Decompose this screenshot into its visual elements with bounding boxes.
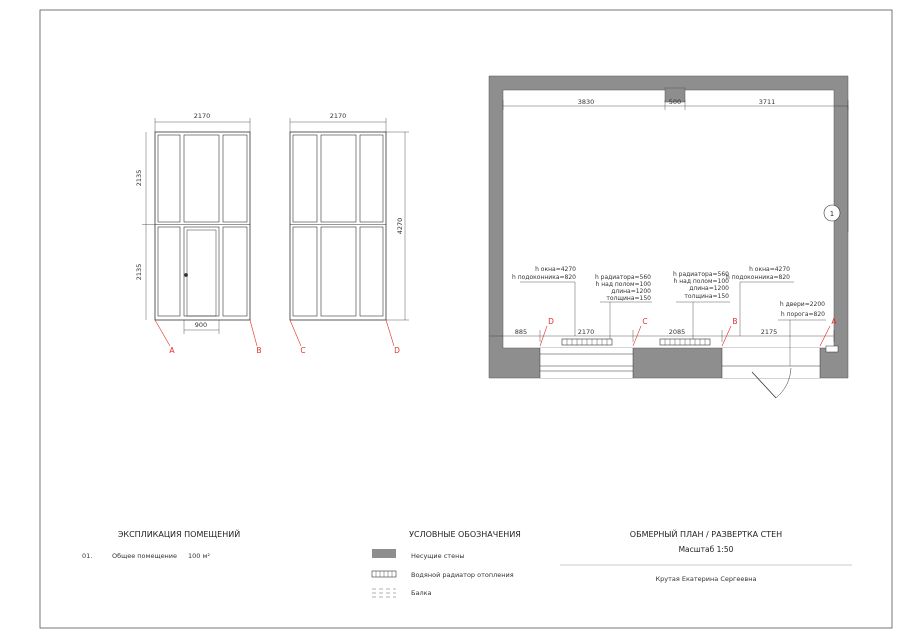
marker-b-label: B: [256, 346, 262, 355]
elevation-ab-door-leaf: [187, 230, 216, 316]
ann-door-line1: h двери=2200: [779, 301, 825, 308]
marker-leader: [155, 320, 170, 346]
ann-radiator1-line4: толщина=150: [606, 295, 651, 302]
plan-dim-bottom-4: 2175: [760, 328, 778, 336]
elevation-cd-panel: [293, 135, 317, 222]
elevation-ab-panel: [184, 135, 219, 222]
legend-item-radiator: Водяной радиатор отопления: [411, 571, 514, 579]
marker-a-label: A: [169, 346, 175, 355]
marker-leader: [250, 320, 257, 346]
elevation-ab-outline: [155, 132, 250, 320]
explication-row-name: Общее помещение: [112, 552, 178, 560]
elevation-cd-panel: [360, 135, 383, 222]
window-opening: [540, 348, 633, 378]
legend-item-beam: Балка: [411, 589, 432, 597]
marker-d-label: D: [394, 346, 400, 355]
elevation-ab-panel: [158, 135, 180, 222]
plan-marker-a: A: [831, 317, 837, 326]
elevation-cd-outline: [290, 132, 386, 320]
marker-leader: [290, 320, 301, 346]
plan-dim-bottom-1: 885: [514, 328, 528, 336]
plan-dim-top-1: 3830: [577, 98, 595, 106]
sheet-scale: Масштаб 1:50: [678, 545, 734, 554]
marker-c-label: C: [300, 346, 306, 355]
meter-box: [826, 346, 838, 352]
elevation-cd-panel: [321, 135, 356, 222]
elevation-cd-panel: [360, 227, 383, 316]
legend-item-walls: Несущие стены: [411, 552, 465, 560]
marker-leader: [386, 320, 394, 346]
ann-window2-line1: h окна=4270: [749, 266, 790, 273]
ann-window1-line2: h подоконника=820: [512, 274, 576, 281]
ann-window1-line1: h окна=4270: [535, 266, 576, 273]
dim-height-upper: 2135: [135, 169, 143, 187]
elevation-ab-door: [184, 227, 219, 316]
elevation-cd: [290, 118, 409, 346]
elevation-ab-panel: [223, 227, 247, 316]
sheet-title: ОБМЕРНЫЙ ПЛАН / РАЗВЕРТКА СТЕН: [629, 530, 783, 539]
dim-width-left: 2170: [193, 112, 211, 120]
explication-row-num: 01.: [82, 552, 93, 560]
axis-number: 1: [829, 210, 835, 218]
explication-title: ЭКСПЛИКАЦИЯ ПОМЕЩЕНИЙ: [117, 530, 241, 539]
ann-radiator2-line4: толщина=150: [684, 293, 729, 300]
plan-dim-bottom-3: 2085: [668, 328, 686, 336]
sheet-author: Крутая Екатерина Сергеевна: [655, 575, 757, 583]
elevation-cd-panel: [321, 227, 356, 316]
elevation-ab-panel: [223, 135, 247, 222]
ann-radiator1-line1: h радиатора=560: [594, 274, 651, 281]
plan-marker-c: C: [642, 317, 648, 326]
door-handle: [185, 274, 188, 277]
plan-dim-top-2: 500: [668, 98, 682, 106]
plan-marker-b: B: [732, 317, 738, 326]
legend-title: УСЛОВНЫЕ ОБОЗНАЧЕНИЯ: [409, 530, 521, 539]
ann-radiator2-line2: h над полом=100: [673, 278, 729, 285]
ann-radiator2-line1: h радиатора=560: [672, 271, 729, 278]
floor-plan: [489, 76, 848, 398]
elevation-ab: [142, 118, 257, 346]
legend-wall-swatch: [372, 549, 396, 558]
ann-radiator1-line2: h над полом=100: [595, 281, 651, 288]
ann-window2-line2: h подоконника=820: [726, 274, 790, 281]
dim-width-right: 2170: [329, 112, 347, 120]
plan-marker-d: D: [548, 317, 554, 326]
plan-dim-bottom-2: 2170: [577, 328, 595, 336]
ann-radiator2-line3: длина=1200: [689, 285, 729, 292]
elevation-ab-panel: [158, 227, 180, 316]
plan-dim-top-3: 3711: [758, 98, 776, 106]
dim-height-total: 4270: [396, 217, 404, 235]
door-opening: [722, 348, 820, 378]
dim-door-width: 900: [194, 321, 208, 329]
dim-height-lower: 2135: [135, 263, 143, 281]
beam-icon: [372, 589, 396, 597]
explication-row-area: 100 м²: [188, 552, 210, 560]
ann-radiator1-line3: длина=1200: [611, 288, 651, 295]
ann-door-line2: h порога=820: [780, 311, 825, 318]
elevation-cd-panel: [293, 227, 317, 316]
